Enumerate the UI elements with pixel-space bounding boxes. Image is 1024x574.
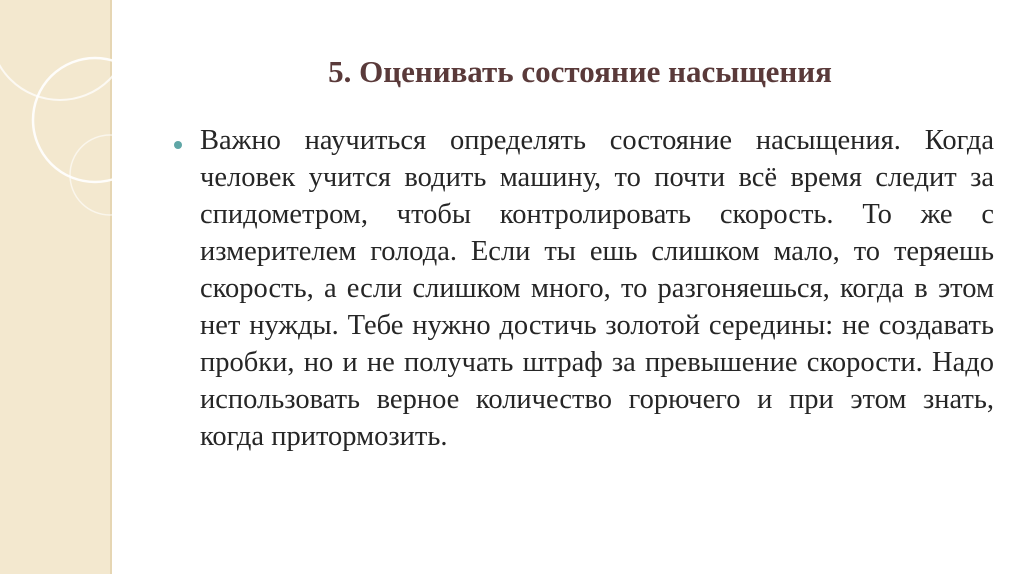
bullet-icon [174,141,182,149]
slide-title: 5. Оценивать состояние насыщения [328,54,832,89]
decorative-circles [0,0,130,220]
list-item [168,122,994,455]
body-paragraph: Важно научиться определять состояние насыщения. Когда человек учится водить машину, то почти всё время следит за спидометром, чтобы контролировать скорость. То же с измерителем голода. Если ты ешь слишком мало, то теряешь скорость, а если слишком много, то разгоняешься, когда в этом нет нужды. Тебе нужно достичь золотой середины: не создавать пробки, но и не получать штраф за превышение скорости. Надо использовать верное количество горючего и при этом знать, когда притормозить. [200,125,994,452]
content-area [168,122,994,455]
